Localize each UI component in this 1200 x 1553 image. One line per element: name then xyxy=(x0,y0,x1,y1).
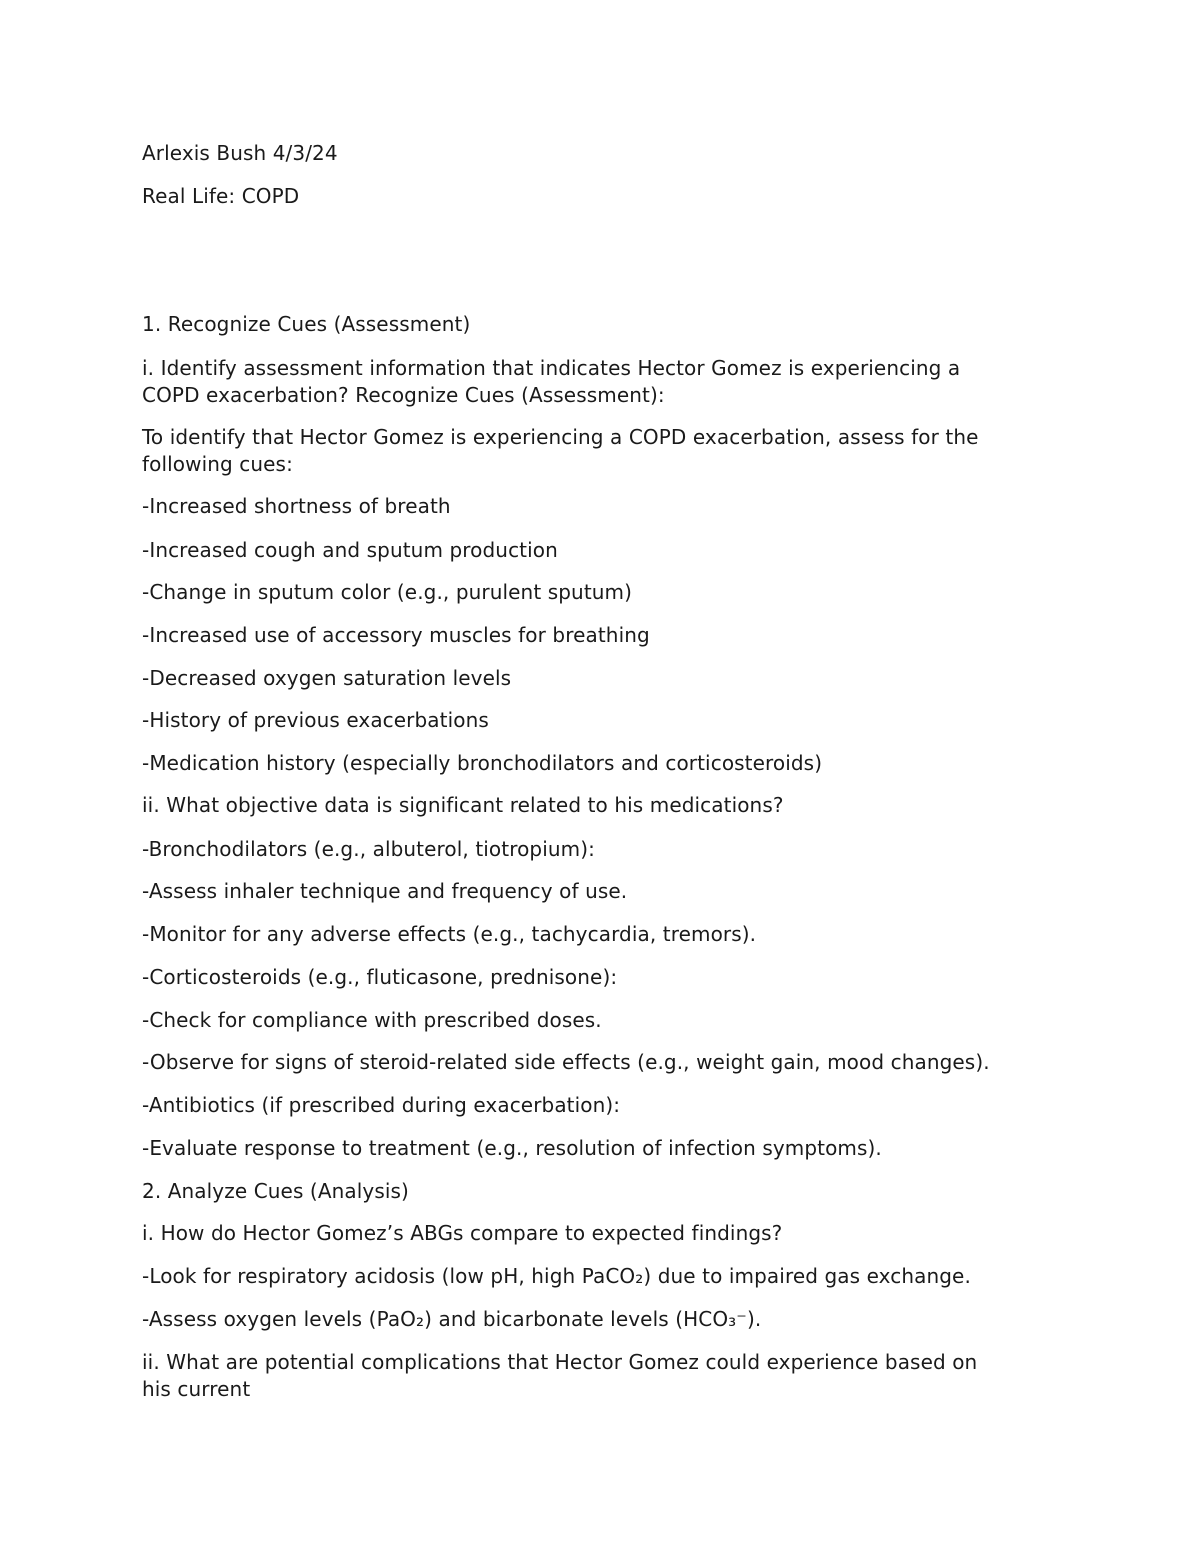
section2-question-ii-line1: ii. What are potential complications that Hector Gomez could experience based on xyxy=(142,1350,978,1374)
cue-item: -Change in sputum color (e.g., purulent sputum) xyxy=(142,580,633,604)
cue-item: -Increased shortness of breath xyxy=(142,494,451,518)
abg-item: -Assess oxygen levels (PaO₂) and bicarbonate levels (HCO₃⁻). xyxy=(142,1307,762,1331)
medication-item: -Assess inhaler technique and frequency of use. xyxy=(142,879,628,903)
medication-item: -Monitor for any adverse effects (e.g., tachycardia, tremors). xyxy=(142,922,757,946)
section1-question-i-line1: i. Identify assessment information that indicates Hector Gomez is experiencing a xyxy=(142,356,961,380)
section1-heading: 1. Recognize Cues (Assessment) xyxy=(142,312,471,336)
cue-item: -Increased use of accessory muscles for breathing xyxy=(142,623,650,647)
section1-intro-line1: To identify that Hector Gomez is experiencing a COPD exacerbation, assess for the xyxy=(142,425,979,449)
abg-item: -Look for respiratory acidosis (low pH, high PaCO₂) due to impaired gas exchange. xyxy=(142,1264,971,1288)
medication-item: -Check for compliance with prescribed doses. xyxy=(142,1008,602,1032)
medication-item: -Corticosteroids (e.g., fluticasone, prednisone): xyxy=(142,965,618,989)
author-date: Arlexis Bush 4/3/24 xyxy=(142,141,338,165)
section1-question-i-line2: COPD exacerbation? Recognize Cues (Assessment): xyxy=(142,383,665,407)
section1-intro-line2: following cues: xyxy=(142,452,293,476)
cue-item: -History of previous exacerbations xyxy=(142,708,489,732)
cue-item: -Decreased oxygen saturation levels xyxy=(142,666,512,690)
section2-question-ii-line2: his current xyxy=(142,1377,251,1401)
medication-item: -Bronchodilators (e.g., albuterol, tiotropium): xyxy=(142,837,595,861)
cue-item: -Medication history (especially bronchodilators and corticosteroids) xyxy=(142,751,823,775)
cue-item: -Increased cough and sputum production xyxy=(142,538,558,562)
medication-item: -Antibiotics (if prescribed during exacerbation): xyxy=(142,1093,621,1117)
section1-question-ii: ii. What objective data is significant related to his medications? xyxy=(142,793,784,817)
medication-item: -Observe for signs of steroid-related side effects (e.g., weight gain, mood changes). xyxy=(142,1050,990,1074)
medication-item: -Evaluate response to treatment (e.g., resolution of infection symptoms). xyxy=(142,1136,882,1160)
section2-heading: 2. Analyze Cues (Analysis) xyxy=(142,1179,409,1203)
section2-question-i: i. How do Hector Gomez’s ABGs compare to expected findings? xyxy=(142,1221,783,1245)
document-title: Real Life: COPD xyxy=(142,184,300,208)
